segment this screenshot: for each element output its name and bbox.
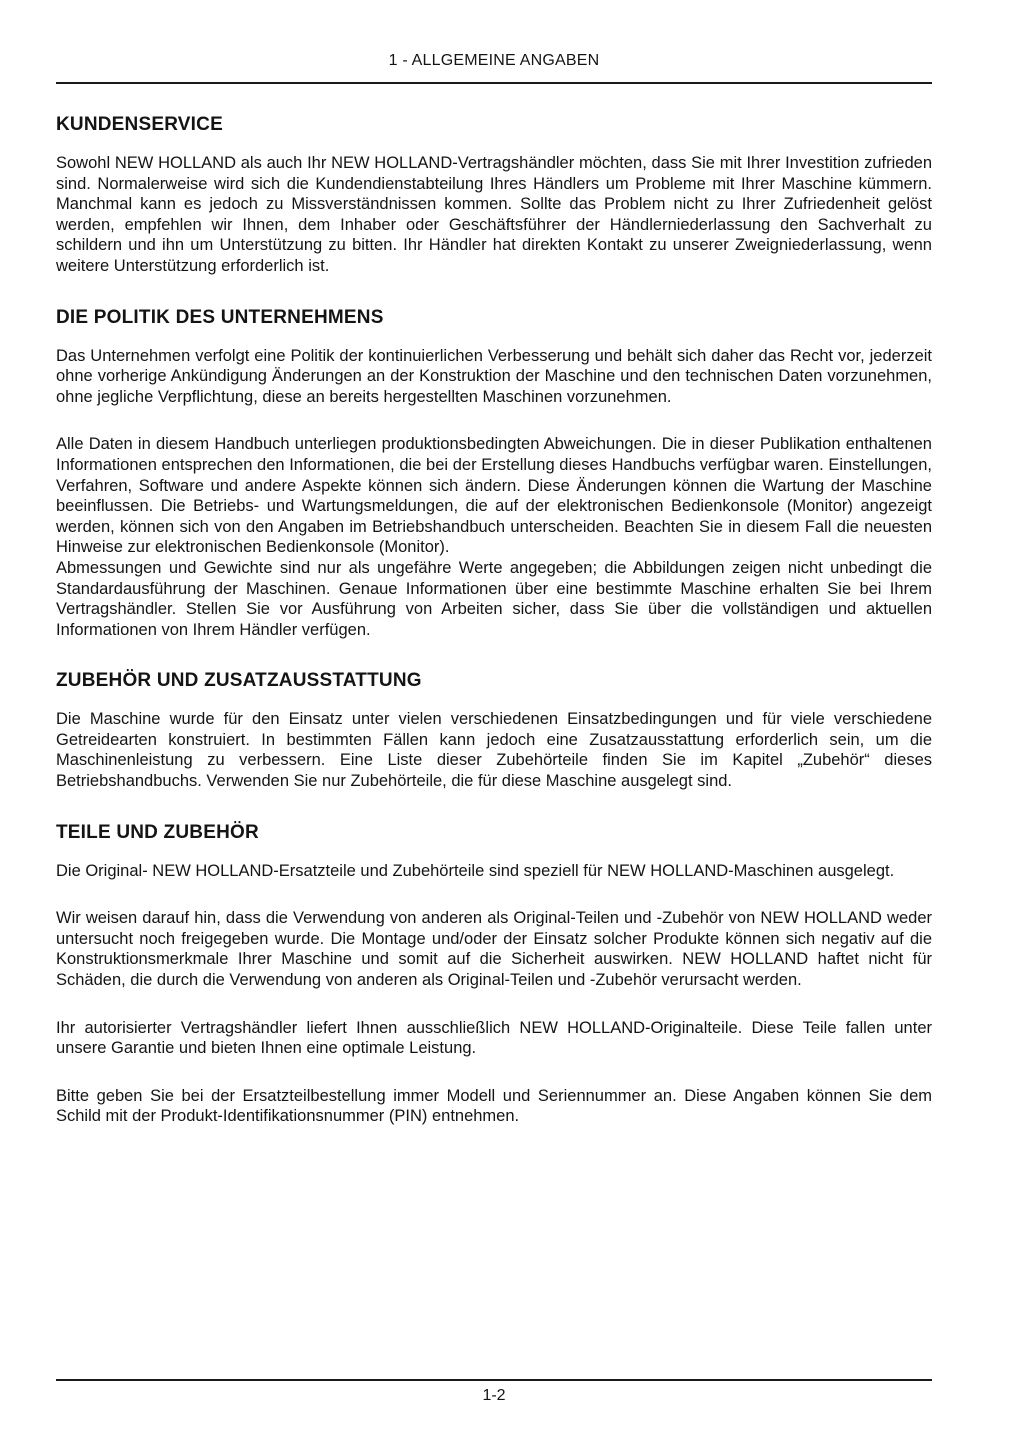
footer-rule [56,1379,932,1381]
section-heading: ZUBEHÖR UND ZUSATZAUSSTATTUNG [56,670,422,692]
paragraph: Sowohl NEW HOLLAND als auch Ihr NEW HOLLAND-Vertragshändler möchten, dass Sie mit Ihrer Investition zufrieden sind. Normalerweise wird sich die Kundendienstabteilung Ihres Händlers um Probleme mit Ihrer Maschine kümmern. Manchmal kann es jedoch zu Missverständnissen kommen. Sollte das Problem nicht zu Ihrer Zufriedenheit gelöst werden, empfehlen wir Ihnen, dem Inhaber oder Geschäftsführer der Händlerniederlassung den Sachverhalt zu schildern und ihn um Unterstützung zu bitten. Ihr Händler hat direkten Kontakt zu unserer Zweigniederlassung, wenn weitere Unterstützung erforderlich ist. [56,154,932,275]
paragraph: Das Unternehmen verfolgt eine Politik der kontinuierlichen Verbesserung und behält sich daher das Recht vor, jederzeit ohne vorherige Ankündigung Änderungen an der Konstruktion der Maschine und den technischen Daten vorzunehmen, ohne jegliche Verpflichtung, diese an bereits hergestellten Maschinen vorzunehmen. [56,346,932,406]
paragraph: Ihr autorisierter Vertragshändler liefert Ihnen ausschließlich NEW HOLLAND-Originalteile. Diese Teile fallen unter unsere Garantie und bieten Ihnen eine optimale Leistung. [56,1018,932,1058]
page-footer [56,1379,932,1405]
section-politik [56,307,932,641]
page-header: 1 - ALLGEMEINE ANGABEN [388,52,600,69]
paragraph: Alle Daten in diesem Handbuch unterliegen produktionsbedingten Abweichungen. Die in dieser Publikation enthaltenen Informationen entsprechen den Informationen, die bei der Erstellung dieses Handbuchs verfügbar waren. Einstellungen, Verfahren, Software und andere Aspekte können sich ändern. Diese Änderungen können die Wartung der Maschine beeinflussen. Die Betriebs- und Wartungsmeldungen, die auf der elektronischen Bedienkonsole (Monitor) angezeigt werden, können sich von den Angaben im Betriebshandbuch unterscheiden. Beachten Sie in diesem Fall die neuesten Hinweise zur elektronischen Bedienkonsole (Monitor). [56,435,932,557]
header-rule [56,82,932,84]
section-heading: TEILE UND ZUBEHÖR [56,821,259,843]
page-number: 1-2 [482,1387,506,1404]
paragraph: Wir weisen darauf hin, dass die Verwendung von anderen als Original-Teilen und -Zubehör von NEW HOLLAND weder untersucht noch freigegeben wurde. Die Montage und/oder der Einsatz solcher Produkte können sich negativ auf die Konstruktionsmerkmale Ihrer Maschine und somit auf die Sicherheit auswirken. NEW HOLLAND haftet nicht für Schäden, die durch die Verwendung von anderen als Original-Teilen und -Zubehör verursacht werden. [56,909,932,990]
page-content [56,52,932,1127]
section-heading: KUNDENSERVICE [56,114,223,135]
paragraph: Bitte geben Sie bei der Ersatzteilbestellung immer Modell und Seriennummer an. Diese Angaben können Sie dem Schild mit der Produkt-Identifikationsnummer (PIN) entnehmen. [56,1086,932,1126]
section-kundenservice [56,114,932,277]
section-zubehoer-zusatzausstattung [56,670,932,791]
section-teile-und-zubehoer [56,822,932,1127]
paragraph: Die Original- NEW HOLLAND-Ersatzteile und Zubehörteile sind speziell für NEW HOLLAND-Maschinen ausgelegt. [56,861,895,880]
paragraph: Die Maschine wurde für den Einsatz unter vielen verschiedenen Einsatzbedingungen und für viele verschiedene Getreidearten konstruiert. In bestimmten Fällen kann jedoch eine Zusatzausstattung erforderlich sein, um die Maschinenleistung zu verbessern. Eine Liste dieser Zubehörteile finden Sie im Kapitel „Zubehör“ dieses Betriebshandbuchs. Verwenden Sie nur Zubehörteile, die für diese Maschine ausgelegt sind. [56,710,932,791]
section-heading: DIE POLITIK DES UNTERNEHMENS [56,306,384,328]
paragraph: Abmessungen und Gewichte sind nur als ungefähre Werte angegeben; die Abbildungen zeigen nicht unbedingt die Standardausführung der Maschinen. Genaue Informationen über eine bestimmte Maschine erhalten Sie bei Ihrem Vertragshändler. Stellen Sie vor Ausführung von Arbeiten sicher, dass Sie über die vollständigen und aktuellen Informationen von Ihrem Händler verfügen. [56,558,932,639]
